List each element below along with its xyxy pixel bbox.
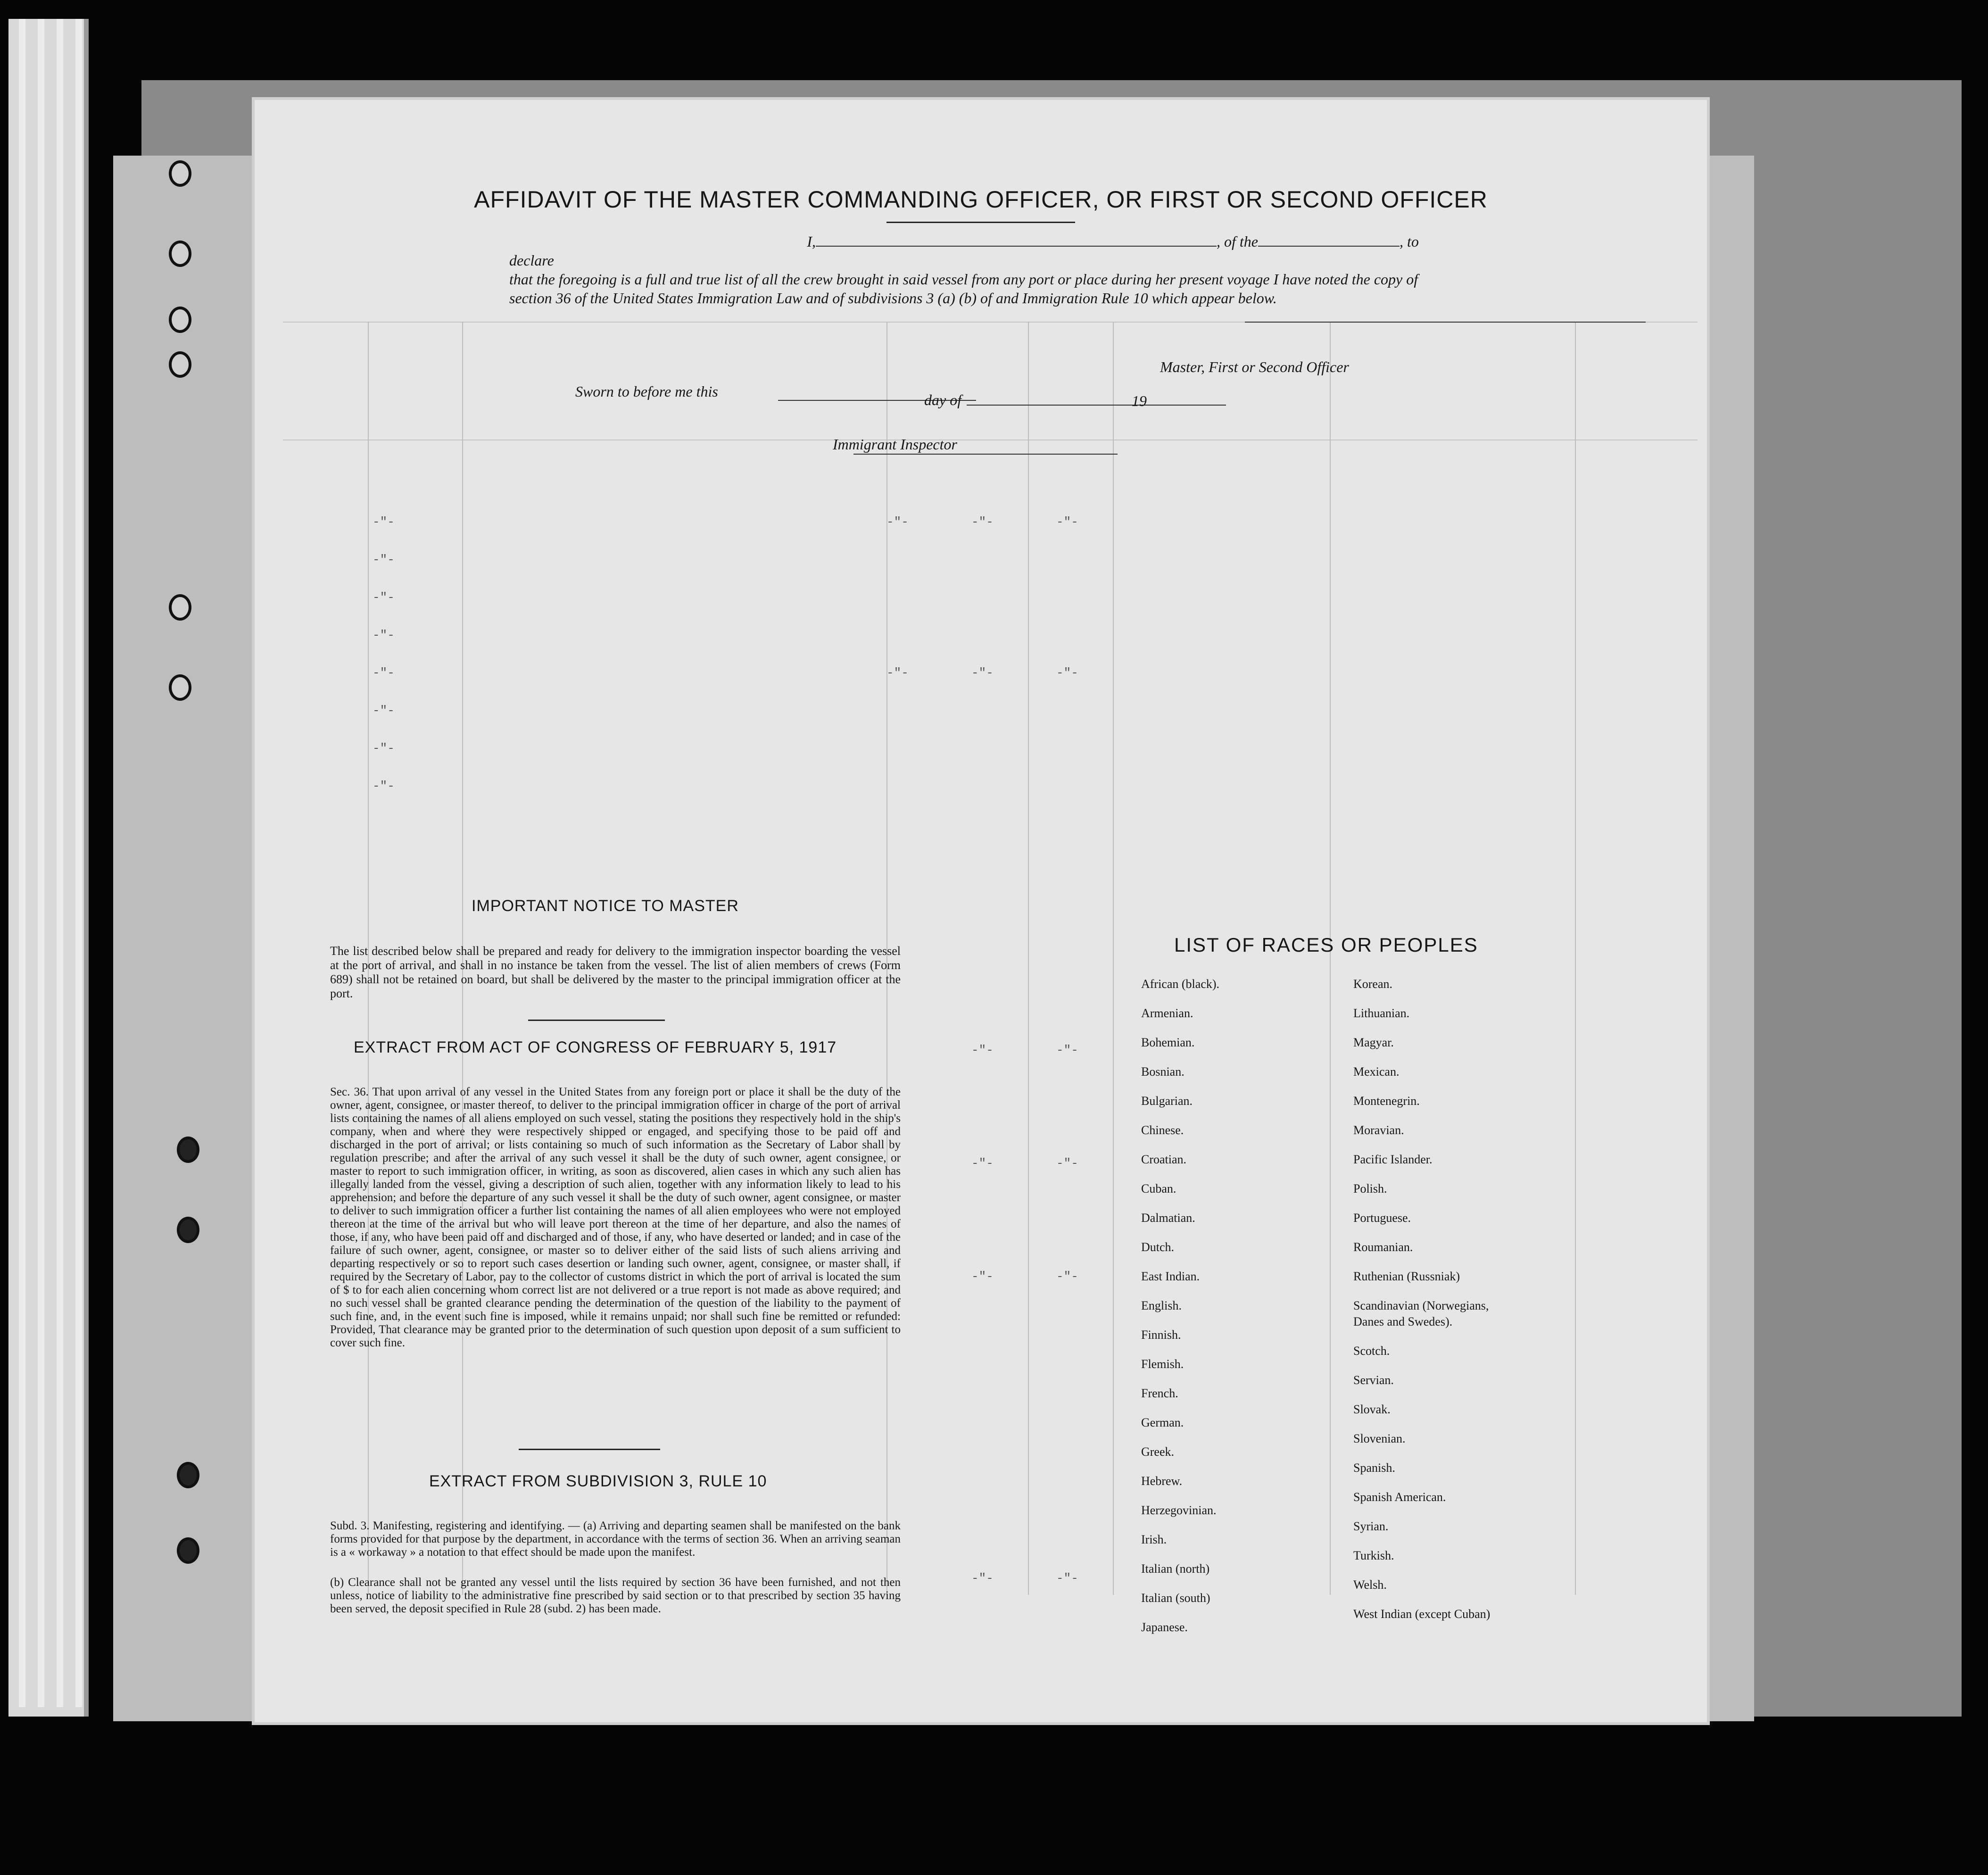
page-title: AFFIDAVIT OF THE MASTER COMMANDING OFFICER, OR FIRST OR SECOND OFFICER — [474, 186, 1488, 213]
sworn-label: Sworn to before me this — [575, 383, 718, 400]
punch-hole — [177, 1217, 199, 1243]
race-item: Herzegovinian. — [1141, 1503, 1217, 1517]
to-declare-label: , to declare — [509, 233, 1419, 269]
act-extract-text: Sec. 36. That upon arrival of any vessel in the United States from any foreign port or place it shall be the duty of the owner, agent, consignee, or master thereof, to deliver to the principal immigration officer in charge of the port of arrival lists containing the names of all aliens employed on such vessel, stating the positions they respectively hold in the ship's company, when and where they were respectively shipped or engaged, and specifying those to be paid off and discharged in the port of arrival; or lists containing so much of such information as the Secretary of Labor shall by regulation prescribe; and after the arrival of any such vessel it shall be the duty of such owner, agent consignee, or master to report to such immigration officer, in writing, as soon as discovered, alien cases in which any such alien has illegally landed from the vessel, giving a description of such alien, together with any information likely to lead to his apprehension; and before the departure of any such vessel it shall be the duty of such owner, agent consignee, or master to deliver to such immigration officer a further list containing the names of all alien employees who were not employed thereon at the time of the arrival but who will leave port thereon at the time of her departure, and also the names of those, if any, who have been paid off and discharged and of those, if any, who have deserted or landed; and in case of the failure of such owner, agent, consignee, or master so to deliver either of the said lists of such aliens arriving and departing respectively or so to report such cases desertion or landing such owner, agent, consignee, or master shall, if required by the Secretary of Labor, pay to the collector of customs district in which the port of arrival is located the sum of $ to for each alien concerning whom correct list are not delivered or a true report is not made as above required; and no such vessel shall be granted clearance pending the determination of the question of the liability to the payment of such fine, and, in the event such fine is imposed, while it remains unpaid; nor shall such fine be remitted or refunded: Provided, That clearance may be granted prior to the determination of such question upon deposit of a sum sufficient to cover such fine. — [330, 1086, 901, 1349]
bleed-through-rule — [1113, 322, 1114, 1595]
race-item: Chinese. — [1141, 1123, 1184, 1137]
notice-divider — [528, 1020, 665, 1021]
race-item: Spanish. — [1353, 1461, 1395, 1475]
race-item: Pacific Islander. — [1353, 1153, 1433, 1166]
race-item: Magyar. — [1353, 1036, 1394, 1049]
race-item: West Indian (except Cuban) — [1353, 1607, 1491, 1621]
punch-hole — [169, 307, 191, 333]
races-list-title: LIST OF RACES OR PEOPLES — [1174, 934, 1478, 956]
affidavit-body: that the foregoing is a full and true list of all the crew brought in said vessel from any port or place during her present voyage I have noted the copy of section 36 of the United States Immigration Law and of subdivisions 3 (a) (b) of and Immigration Rule 10 which appear below. — [509, 271, 1418, 307]
name-blank — [816, 232, 1217, 247]
binder-sheet — [57, 19, 63, 1707]
race-item: Armenian. — [1141, 1006, 1193, 1020]
race-item: East Indian. — [1141, 1269, 1200, 1283]
race-item: Turkish. — [1353, 1549, 1394, 1562]
race-item: Scotch. — [1353, 1344, 1390, 1358]
signature-line — [1245, 322, 1646, 323]
race-item: Danes and Swedes). — [1353, 1315, 1453, 1328]
race-item: Polish. — [1353, 1182, 1387, 1195]
act-extract-heading: EXTRACT FROM ACT OF CONGRESS OF FEBRUARY 5, 1917 — [354, 1038, 837, 1056]
master-signature-label: Master, First or Second Officer — [1160, 358, 1349, 375]
race-item: Ruthenian (Russniak) — [1353, 1269, 1460, 1283]
bleed-through-rule — [1575, 322, 1576, 1595]
race-item: Welsh. — [1353, 1578, 1387, 1592]
race-item: Spanish American. — [1353, 1490, 1446, 1504]
race-item: Bosnian. — [1141, 1065, 1185, 1079]
race-item: African (black). — [1141, 977, 1220, 991]
race-item: Syrian. — [1353, 1519, 1389, 1533]
year-label: 19 — [1132, 392, 1147, 409]
race-item: Lithuanian. — [1353, 1006, 1410, 1020]
binder-sheet — [19, 19, 25, 1707]
title-underline — [886, 222, 1075, 223]
race-item: Croatian. — [1141, 1153, 1187, 1166]
race-item: Portuguese. — [1353, 1211, 1411, 1225]
race-item: German. — [1141, 1416, 1184, 1429]
punch-hole — [177, 1537, 199, 1564]
race-item: Montenegrin. — [1353, 1094, 1420, 1108]
race-item: Mexican. — [1353, 1065, 1400, 1079]
punch-hole — [177, 1462, 199, 1488]
race-item: Scandinavian (Norwegians, — [1353, 1299, 1489, 1312]
of-the-label: , of the — [1217, 233, 1258, 250]
race-item: Greek. — [1141, 1445, 1175, 1459]
race-item: English. — [1141, 1299, 1182, 1312]
inspector-label: Immigrant Inspector — [833, 436, 957, 453]
race-item: Bohemian. — [1141, 1036, 1195, 1049]
rule-extract-heading: EXTRACT FROM SUBDIVISION 3, RULE 10 — [429, 1472, 767, 1490]
binder-sheet — [38, 19, 44, 1707]
punch-hole — [177, 1137, 199, 1163]
punch-hole — [169, 674, 191, 701]
month-blank — [967, 405, 1226, 406]
punch-hole — [169, 160, 191, 187]
race-item: Moravian. — [1353, 1123, 1404, 1137]
race-item: Korean. — [1353, 977, 1393, 991]
race-item: Dutch. — [1141, 1240, 1175, 1254]
punch-hole — [169, 594, 191, 621]
day-of-label: day of — [924, 391, 962, 408]
bleed-through-rule — [1028, 322, 1029, 1595]
race-item: Slovenian. — [1353, 1432, 1406, 1445]
punch-hole — [169, 351, 191, 378]
bleed-through-rule — [1330, 322, 1331, 1595]
race-item: Flemish. — [1141, 1357, 1184, 1371]
race-item: Finnish. — [1141, 1328, 1181, 1342]
vessel-blank — [1258, 232, 1400, 247]
notice-heading: IMPORTANT NOTICE TO MASTER — [472, 897, 739, 915]
affidavit-text — [509, 232, 1462, 307]
race-item: Servian. — [1353, 1373, 1394, 1387]
notice-text: The list described below shall be prepared and ready for delivery to the immigration inspector boarding the vessel at the port of arrival, and shall in no instance be taken from the vessel. The list of alien members of crews (Form 689) shall not be retained on board, but shall be delivered by the master to the principal immigration officer at the port. — [330, 944, 901, 1000]
race-item: French. — [1141, 1386, 1178, 1400]
rule-extract-text-a: Subd. 3. Manifesting, registering and identifying. — (a) Arriving and departing seamen shall be manifested on the bank forms provided for that purpose by the department, in accordance with the terms of section 36. When an arriving seaman is a « workaway » a notation to that effect should be made upon the manifest. — [330, 1519, 901, 1559]
rule-extract-text-b: (b) Clearance shall not be granted any vessel until the lists required by section 36 have been furnished, and not then unless, notice of liability to the administrative fine prescribed by said section or to that prescribed by section 35 having been served, the deposit specified in Rule 28 (subd. 2) has been made. — [330, 1576, 901, 1615]
binder-sheet — [75, 19, 82, 1707]
race-item: Roumanian. — [1353, 1240, 1413, 1254]
race-item: Bulgarian. — [1141, 1094, 1193, 1108]
race-item: Cuban. — [1141, 1182, 1176, 1195]
race-item: Italian (south) — [1141, 1591, 1210, 1605]
race-item: Slovak. — [1353, 1402, 1391, 1416]
affidavit-first-line — [509, 232, 1462, 270]
punch-hole — [169, 241, 191, 267]
race-item: Irish. — [1141, 1533, 1167, 1546]
race-item: Dalmatian. — [1141, 1211, 1195, 1225]
inspector-signature-line — [853, 454, 1118, 455]
race-item: Hebrew. — [1141, 1474, 1183, 1488]
race-item: Italian (north) — [1141, 1562, 1210, 1576]
i-label: I, — [807, 233, 816, 250]
race-item: Japanese. — [1141, 1620, 1188, 1634]
act-divider — [519, 1449, 660, 1450]
affidavit-page: -"- -"- -"- -"- -"- -"- -"- -"- -"- -"- -"- -"- -"- -"- -"- -"- -"- -"- -"- -"- -"- -"- AFFIDAVIT OF THE MASTER COMMANDING OFFICER, OR FIRST OR SECOND OFFICER I, , of the , to declare that the foregoing is a full and true list of all the crew brought in said vessel from any port or place during her present voyage I have noted the copy of section 36 of the United States Immigration Law and of subdivisions 3 (a) (b) of and Immigration Rule 10 which appear below. Master, First or Second Officer Sworn to before me this day of 19 Immigrant Inspector IMPORTANT NOTICE TO MASTER The list described below shall be prepared and ready for delivery to the immigration inspector boarding the vessel at the port of arrival, and shall in no instance be taken from the vessel. The list of alien members of crews (Form 689) shall not be retained on board, but shall be delivered by the master to the principal immigration officer at the port. EXTRACT FROM ACT OF CONGRESS OF FEBRUARY 5, 1917 Sec. 36. That upon arrival of any vessel in the United States from any foreign port or place it shall be the duty of the owner, agent, consignee, or master thereof, to deliver to the principal immigration officer in charge of the port of arrival lists containing the names of all aliens employed on such vessel, stating the positions they respectively hold in the ship's company, when and where they were respectively shipped or engaged, and specifying those to be paid off and discharged in the port of arrival; or lists containing so much of such information as the Secretary of Labor shall by regulation prescribe; and after the arrival of any such vessel it shall be the duty of such owner, agent consignee, or master to report to such immigration officer, in writing, as soon as discovered, alien cases in which any such alien has illegally landed from the vessel, giving a description of such alien, together with any information likely to lead to his apprehension; and before the departure of any such vessel it shall be the duty of such owner, agent consignee, or master to deliver to such immigration officer a further list containing the names of all alien employees who were not employed thereon at the time of the arrival but who will leave port thereon at the time of her departure, and also the names of those, if any, who have been paid off and discharged and of those, if any, who have deserted or landed; and in case of the failure of such owner, agent, consignee, or master so to deliver either of the said lists of such aliens arriving and departing respectively or so to report such cases desertion or landing such owner, agent, consignee, or master shall, if required by the Secretary of Labor, pay to the collector of customs district in which the port of arrival is located the sum of $ to for each alien concerning whom correct list are not delivered or a true report is not made as above required; and no such vessel shall be granted clearance pending the determination of the question of the liability to the payment of such fine, and, in the event such fine is imposed, while it remains unpaid; nor shall such fine be remitted or refunded: Provided, That clearance may be granted prior to the determination of such question upon deposit of a sum sufficient to cover such fine. EXTRACT FROM SUBDIVISION 3, RULE 10 Subd. 3. Manifesting, registering and identifying. — (a) Arriving and departing seamen shall be manifested on the bank forms provided for that purpose by the department, in accordance with the terms of section 36. When an arriving seaman is a « workaway » a notation to that effect should be made upon the manifest. (b) Clearance shall not be granted any vessel until the lists required by section 36 have been furnished, and not then unless, notice of liability to the administrative fine prescribed by said section or to that prescribed by section 35 having been served, the deposit specified in Rule 28 (subd. 2) has been made. LIST OF RACES OR PEOPLES African (black). Armenian. Bohemian. Bosnian. Bulgarian. Chinese. Croatian. Cuban. Dalmatian. Dutch. East Indian. English. Finnish. Flemish. French. German. Greek. Hebrew. Herzegovinian. Irish. Italian (north) Italian (south) Japanese. Korean. Lithuanian. Magyar. Mexican. Montenegrin. Moravian. Pacific Islander. Polish. Portuguese. Roumanian. Ruthenian (Russniak) Scandinavian (Norwegians, Danes and Swedes). Scotch. Servian. Slovak. Slovenian. Spanish. Spanish American. Syrian. Turkish. Welsh. West Indian (except Cuban) — [255, 100, 1707, 1722]
